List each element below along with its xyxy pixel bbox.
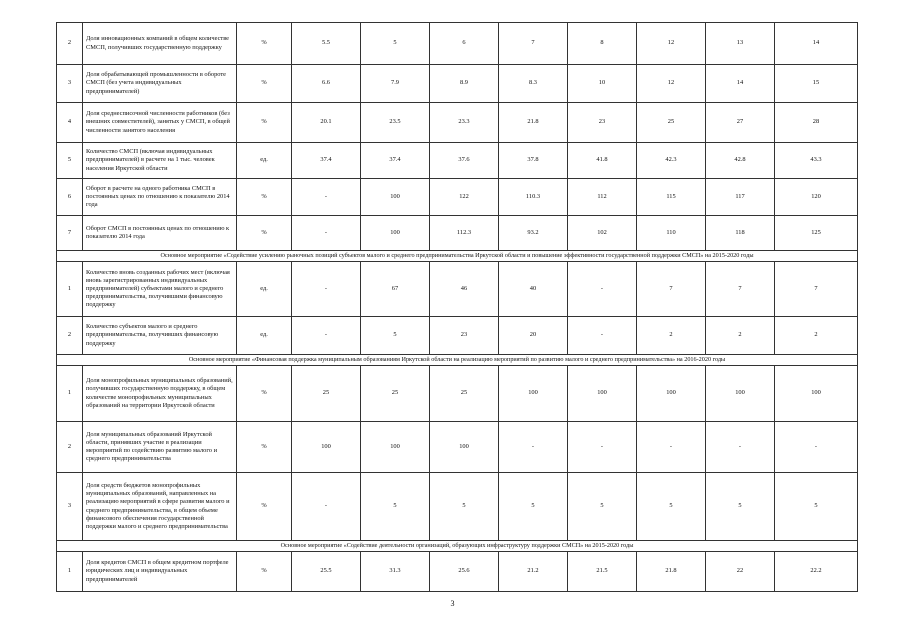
indicator-name: Доля муниципальных образований Иркутской области, принявших участие в реализации мероприятий по содействию развитию малого и среднего предпринимательства [83,422,237,473]
value-cell: 43.3 [775,143,858,179]
unit-cell: % [237,65,292,103]
row-number: 2 [57,422,83,473]
table-row [57,473,858,541]
value-cell: 100 [775,366,858,422]
table-row [57,23,858,65]
value-cell: 23.3 [430,103,499,143]
value-cell: 8 [568,23,637,65]
table-row [57,143,858,179]
value-cell: - [568,422,637,473]
value-cell: 67 [361,262,430,317]
value-cell: 100 [499,366,568,422]
value-cell: 118 [706,216,775,251]
row-number: 3 [57,65,83,103]
indicators-table [56,22,858,592]
value-cell: 122 [430,179,499,216]
table-row [57,262,858,317]
row-number: 2 [57,23,83,65]
section-heading: Основное мероприятие «Содействие деятельности организаций, образующих инфраструктуру поддержки СМСП» на 2015-2020 годы [57,541,858,552]
value-cell: 102 [568,216,637,251]
table-row [57,317,858,355]
value-cell: 12 [637,23,706,65]
section-row [57,355,858,366]
value-cell: 37.6 [430,143,499,179]
value-cell: 5 [637,473,706,541]
value-cell: 5 [361,317,430,355]
unit-cell: % [237,552,292,592]
value-cell: 21.2 [499,552,568,592]
value-cell: 100 [292,422,361,473]
value-cell: 125 [775,216,858,251]
value-cell: - [637,422,706,473]
unit-cell: % [237,366,292,422]
unit-cell: % [237,422,292,473]
value-cell: 6 [430,23,499,65]
unit-cell: % [237,473,292,541]
unit-cell: ед. [237,317,292,355]
value-cell: 42.8 [706,143,775,179]
value-cell: 23.5 [361,103,430,143]
unit-cell: % [237,216,292,251]
row-number: 5 [57,143,83,179]
value-cell: 120 [775,179,858,216]
value-cell: 110 [637,216,706,251]
document-page [56,22,857,582]
unit-cell: ед. [237,262,292,317]
indicator-name: Доля инновационных компаний в общем количестве СМСП, получивших государственную поддержку [83,23,237,65]
value-cell: 100 [361,216,430,251]
value-cell: 117 [706,179,775,216]
unit-cell: % [237,103,292,143]
indicator-name: Доля среднесписочной численности работников (без внешних совместителей), занятых у СМСП, в общей численности занятого населения [83,103,237,143]
value-cell: 2 [706,317,775,355]
row-number: 1 [57,262,83,317]
row-number: 1 [57,366,83,422]
value-cell: - [568,317,637,355]
value-cell: 46 [430,262,499,317]
value-cell: 7 [706,262,775,317]
value-cell: 112.3 [430,216,499,251]
value-cell: - [568,262,637,317]
value-cell: - [775,422,858,473]
value-cell: 14 [706,65,775,103]
value-cell: 37.8 [499,143,568,179]
value-cell: 7 [499,23,568,65]
unit-cell: % [237,23,292,65]
indicator-name: Количество СМСП (включая индивидуальных предпринимателей) в расчете на 1 тыс. человек населения Иркутской области [83,143,237,179]
indicator-name: Оборот СМСП в постоянных ценах по отношению к показателю 2014 года [83,216,237,251]
row-number: 7 [57,216,83,251]
row-number: 3 [57,473,83,541]
value-cell: 23 [430,317,499,355]
value-cell: 8.9 [430,65,499,103]
value-cell: 25.6 [430,552,499,592]
value-cell: - [292,473,361,541]
value-cell: 40 [499,262,568,317]
value-cell: 37.4 [292,143,361,179]
value-cell: 27 [706,103,775,143]
table-row [57,552,858,592]
value-cell: 37.4 [361,143,430,179]
indicator-name: Количество субъектов малого и среднего предпринимательства, получивших финансовую поддержку [83,317,237,355]
value-cell: - [292,216,361,251]
value-cell: 13 [706,23,775,65]
value-cell: 25 [292,366,361,422]
value-cell: 25 [361,366,430,422]
value-cell: 21.8 [499,103,568,143]
value-cell: 2 [775,317,858,355]
indicator-name: Оборот в расчете на одного работника СМСП в постоянных ценах по отношению к показателю 2014 года [83,179,237,216]
value-cell: - [499,422,568,473]
table-row [57,179,858,216]
value-cell: 100 [361,179,430,216]
value-cell: 100 [361,422,430,473]
indicator-name: Доля средств бюджетов монопрофильных муниципальных образований, направленных на реализацию мероприятий в сфере развития малого и среднего предпринимательства, в общем объеме финансового обеспечения государственной поддержки малого и среднего предпринимательства [83,473,237,541]
value-cell: 8.3 [499,65,568,103]
unit-cell: % [237,179,292,216]
table-row [57,422,858,473]
value-cell: 2 [637,317,706,355]
value-cell: 22.2 [775,552,858,592]
value-cell: 14 [775,23,858,65]
value-cell: 5 [775,473,858,541]
value-cell: 112 [568,179,637,216]
value-cell: 110.3 [499,179,568,216]
value-cell: 93.2 [499,216,568,251]
value-cell: 115 [637,179,706,216]
indicator-name: Доля кредитов СМСП в общем кредитном портфеле юридических лиц и индивидуальных предпринимателей [83,552,237,592]
row-number: 4 [57,103,83,143]
value-cell: 25 [430,366,499,422]
row-number: 1 [57,552,83,592]
value-cell: 28 [775,103,858,143]
table-row [57,216,858,251]
value-cell: 5 [568,473,637,541]
value-cell: 100 [430,422,499,473]
value-cell: 25.5 [292,552,361,592]
indicator-name: Количество вновь созданных рабочих мест (включая вновь зарегистрированных индивидуальных предпринимателей) субъектами малого и среднего предпринимательства, получившими финансовую поддержку [83,262,237,317]
value-cell: 5 [361,23,430,65]
value-cell: 7 [775,262,858,317]
value-cell: - [706,422,775,473]
value-cell: 6.6 [292,65,361,103]
table-row [57,103,858,143]
value-cell: - [292,317,361,355]
value-cell: 31.3 [361,552,430,592]
unit-cell: ед. [237,143,292,179]
value-cell: 5 [499,473,568,541]
value-cell: 12 [637,65,706,103]
row-number: 2 [57,317,83,355]
table-row [57,65,858,103]
value-cell: 20 [499,317,568,355]
section-heading: Основное мероприятие «Содействие усилению рыночных позиций субъектов малого и среднего предпринимательства Иркутской области и повышение эффективности государственной поддержки СМСП» на 2015-2020 годы [57,251,858,262]
value-cell: 21.8 [637,552,706,592]
value-cell: 7.9 [361,65,430,103]
value-cell: 100 [706,366,775,422]
indicator-name: Доля обрабатывающей промышленности в обороте СМСП (без учета индивидуальных предпринимателей) [83,65,237,103]
value-cell: 23 [568,103,637,143]
value-cell: 10 [568,65,637,103]
value-cell: 22 [706,552,775,592]
value-cell: 5.5 [292,23,361,65]
value-cell: 15 [775,65,858,103]
value-cell: 41.8 [568,143,637,179]
value-cell: 100 [637,366,706,422]
value-cell: 20.1 [292,103,361,143]
indicator-name: Доля монопрофильных муниципальных образований, получивших государственную поддержку, в общем количестве монопрофильных муниципальных образований на территории Иркутской области [83,366,237,422]
value-cell: 42.3 [637,143,706,179]
value-cell: 5 [430,473,499,541]
value-cell: 7 [637,262,706,317]
row-number: 6 [57,179,83,216]
section-row [57,541,858,552]
value-cell: 100 [568,366,637,422]
value-cell: 25 [637,103,706,143]
section-row [57,251,858,262]
value-cell: - [292,262,361,317]
value-cell: 21.5 [568,552,637,592]
page-number: 3 [450,599,455,608]
value-cell: 5 [361,473,430,541]
value-cell: 5 [706,473,775,541]
value-cell: - [292,179,361,216]
section-heading: Основное мероприятие «Финансовая поддержка муниципальным образованиям Иркутской области на реализацию мероприятий по развитию малого и среднего предпринимательства» на 2016-2020 годы [57,355,858,366]
table-row [57,366,858,422]
